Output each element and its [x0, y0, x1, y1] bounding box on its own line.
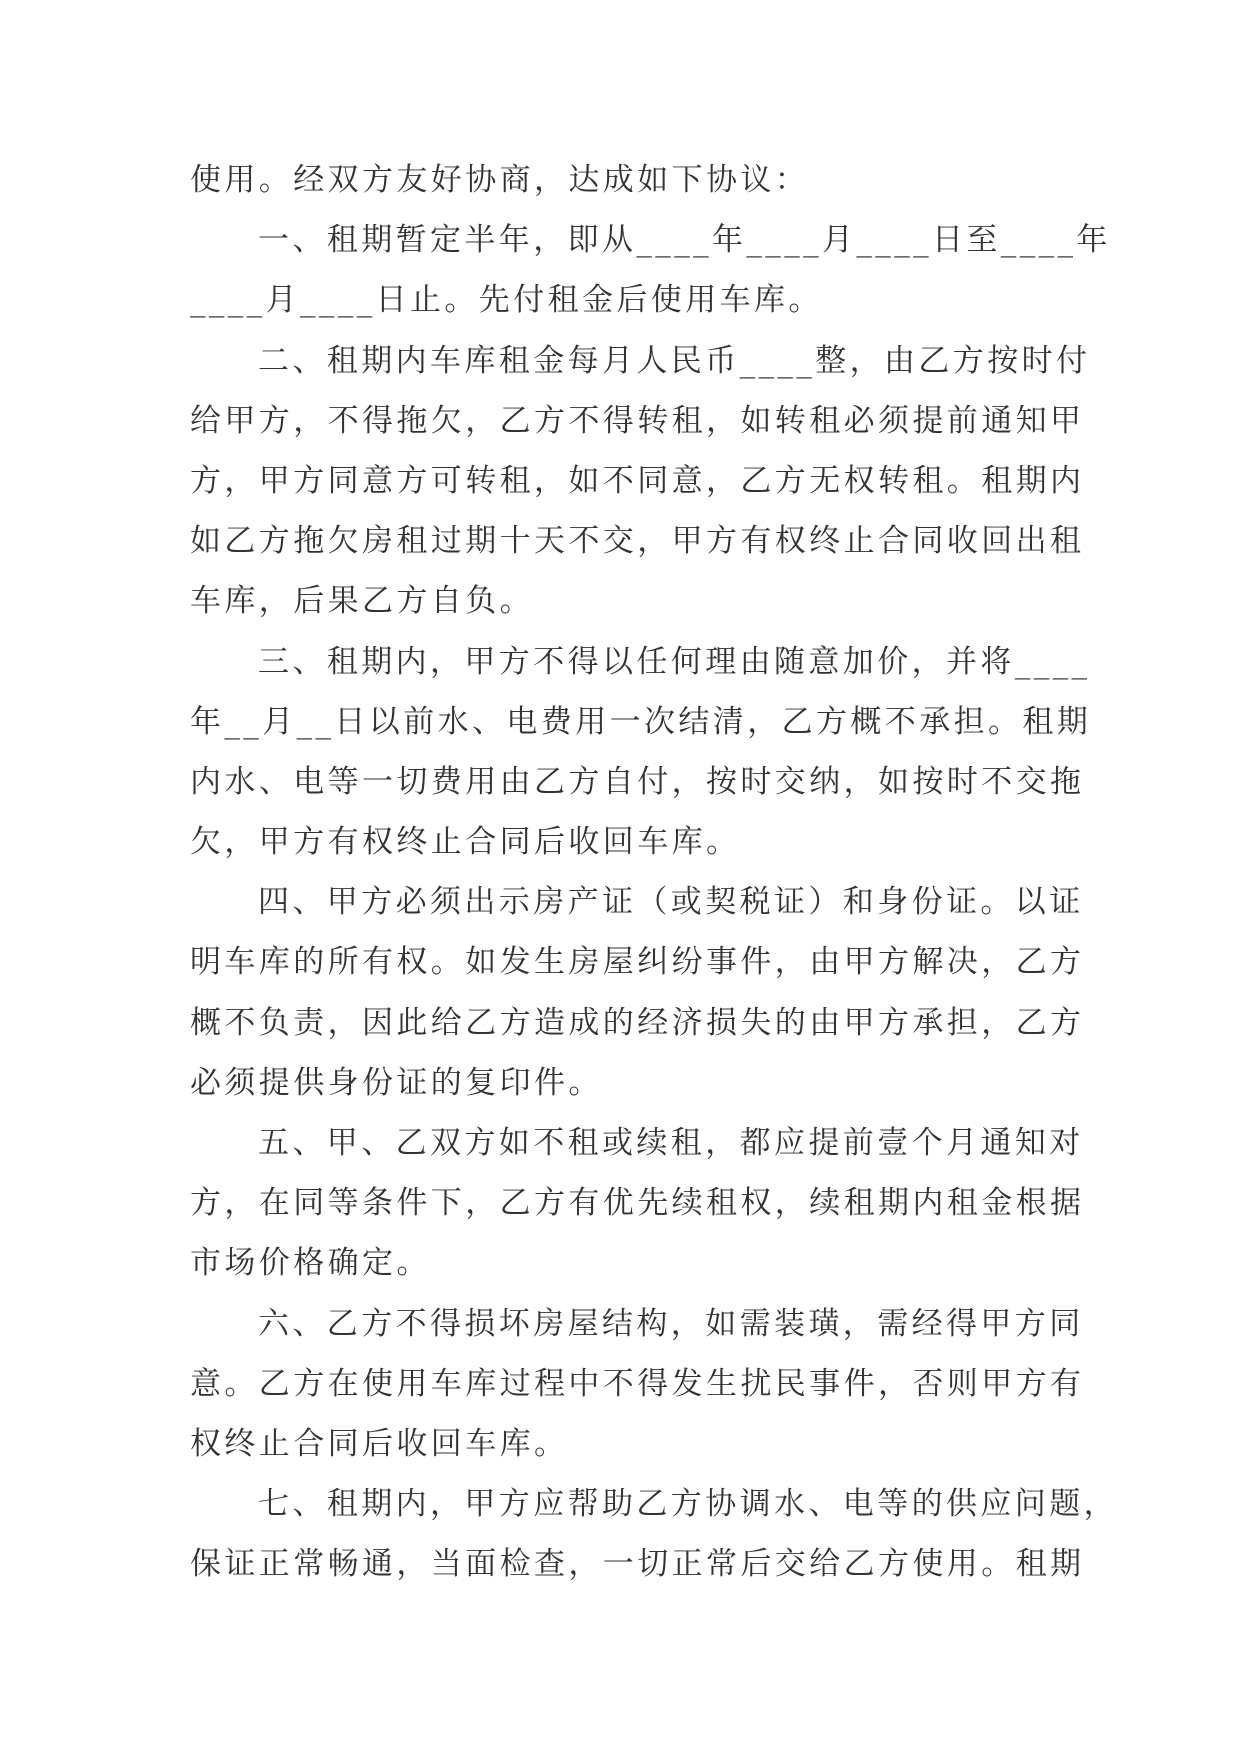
clause-5-line: 五、甲、乙双方如不租或续租，都应提前壹个月通知对: [258, 1125, 1084, 1161]
contract-body: [190, 150, 1118, 1595]
text-line: 市场价格确定。: [190, 1245, 431, 1282]
text-line: 必须提供身份证的复印件。: [190, 1064, 603, 1101]
text-line: 使用。经双方友好协商，达成如下协议：: [190, 162, 810, 198]
text-line: 欠，甲方有权终止合同后收回车库。: [190, 824, 741, 861]
text-line: 内水、电等一切费用由乙方自付，按时交纳，如按时不交拖: [190, 763, 1085, 800]
text-line: 方，在同等条件下，乙方有优先续租权，续租期内租金根据: [190, 1185, 1085, 1222]
text-line: ____月____日止。先付租金后使用车库。: [190, 282, 823, 319]
text-line: 权终止合同后收回车库。: [190, 1425, 569, 1462]
clause-1-line: 一、租期暂定半年，即从____年____月____日至____年: [258, 222, 1111, 259]
clause-7-line: 七、租期内，甲方应帮助乙方协调水、电等的供应问题，: [258, 1486, 1118, 1523]
text-line: 保证正常畅通，当面检查，一切正常后交给乙方使用。租期: [190, 1546, 1085, 1583]
clause-3-line: 三、租期内，甲方不得以任何理由随意加价，并将____: [258, 643, 1091, 680]
text-line: 车库，后果乙方自负。: [190, 583, 534, 620]
clause-4-line: 四、甲方必须出示房产证（或契税证）和身份证。以证: [258, 884, 1084, 921]
clause-6-line: 六、乙方不得损坏房屋结构，如需装璜，需经得甲方同: [258, 1305, 1084, 1342]
text-line: 概不负责，因此给乙方造成的经济损失的由甲方承担，乙方: [190, 1004, 1085, 1041]
text-line: 年__月__日以前水、电费用一次结清，乙方概不承担。租期: [190, 703, 1092, 740]
clause-2-line: 二、租期内车库租金每月人民币____整，由乙方按时付: [258, 342, 1091, 379]
text-line: 给甲方，不得拖欠，乙方不得转租，如转租必须提前通知甲: [190, 402, 1085, 439]
text-line: 明车库的所有权。如发生房屋纠纷事件，由甲方解决，乙方: [190, 944, 1085, 981]
text-line: 如乙方拖欠房租过期十天不交，甲方有权终止合同收回出租: [190, 523, 1085, 560]
text-line: 意。乙方在使用车库过程中不得发生扰民事件，否则甲方有: [190, 1365, 1085, 1402]
text-line: 方，甲方同意方可转租，如不同意，乙方无权转租。租期内: [190, 462, 1085, 499]
